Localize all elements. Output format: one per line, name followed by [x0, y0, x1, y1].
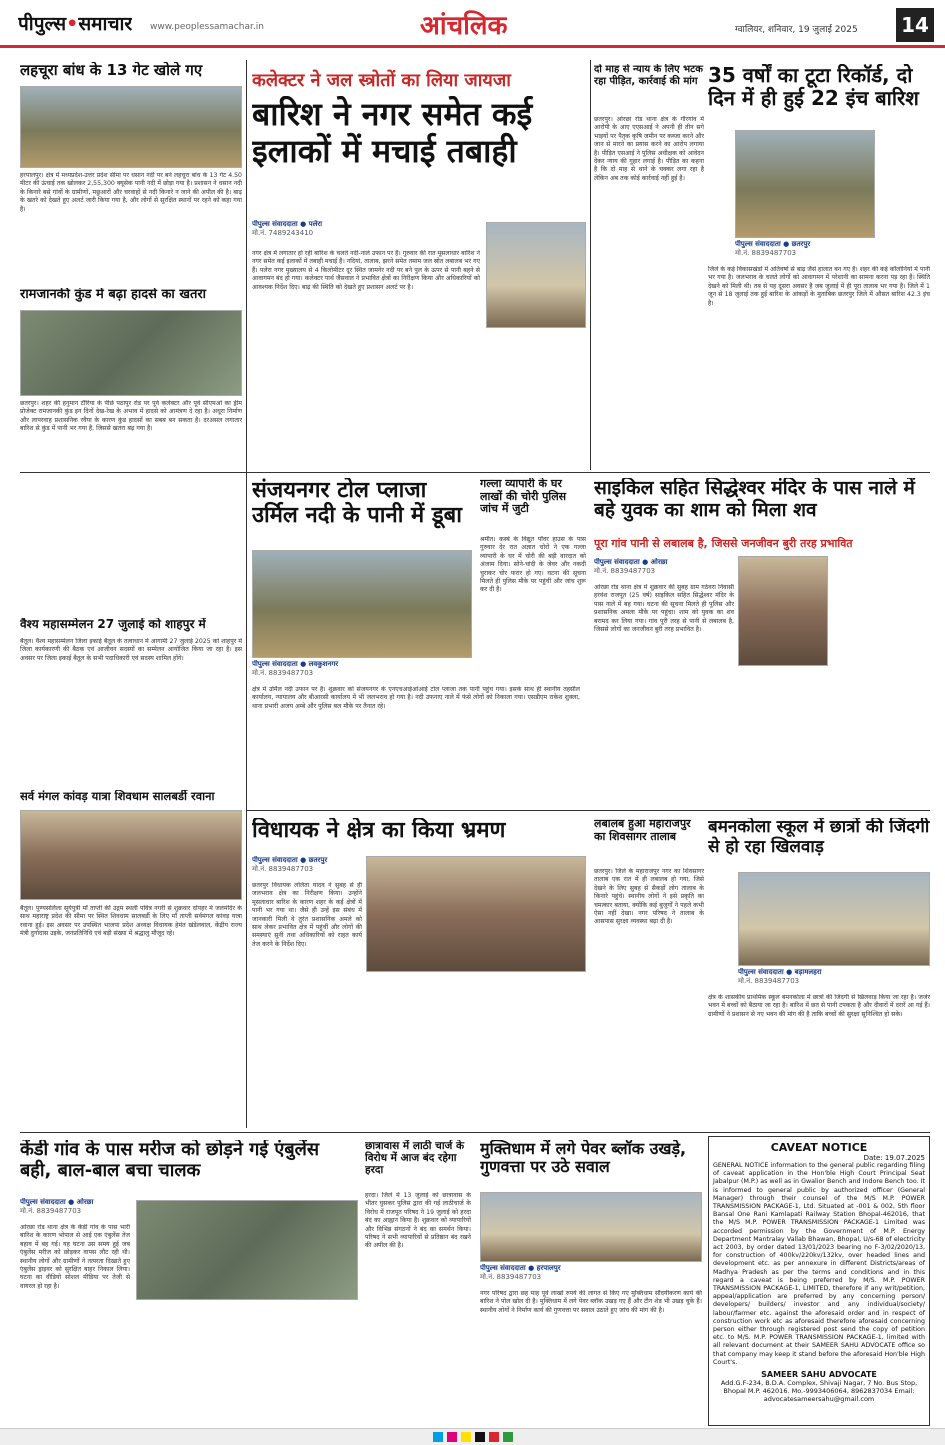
byline-vidhayak — [252, 856, 362, 878]
photo-lahchura-dam — [20, 86, 242, 168]
color-swatch — [433, 1432, 443, 1442]
photo-baarish-street — [486, 222, 586, 328]
byline-mobile: मो.नं. 8839487703 — [252, 669, 314, 677]
logo: पीपुल्स•समाचार — [18, 13, 133, 35]
byline-muktidham — [480, 1264, 620, 1286]
column-rule — [246, 60, 247, 1128]
body-chhatravas: हरदा। जिले में 13 जुलाई को छात्रावास के भीतर घुसकर पुलिस द्वारा की गई लाठीचार्ज के विरोध में राजपूत परिषद ने 19 जुलाई को हरदा बंद का आह्वान किया है। शुक्रवार को व्यापारियों और विभिन्न संगठनों ने बंद का समर्थन किया। परिषद ने सभी व्यापारियों से प्रतिष्ठान बंद रखने की अपील की है। — [365, 1192, 471, 1250]
photo-rikord-flood — [735, 130, 875, 238]
photo-kanwar-yatra — [20, 810, 242, 900]
caveat-notice — [708, 1136, 930, 1426]
byline-school — [738, 968, 930, 990]
body-ramjanki: छतरपुर। शहर की हनुमान टौरिया के पीछे पठापुर रोड पर पूर्व कलेक्टर और पूर्व सीएमओ का ड्रीम प्रोजेक्ट रामजानकी कुंड इन दिनों देख-रेख के अभाव में हादसे को आमंत्रण दे रहा है। अधूरा निर्माण और लापरवाह प्रशासनिक रवैया के कारण कुंड हादसों का सबब बन सकता है। दरअसल लगातार बारिश से कुंड में पानी भर गया है, जिससे खतरा बढ़ गया है। — [20, 400, 242, 433]
site-url: www.peoplessamachar.in — [150, 22, 264, 32]
body-vaishya: बैतूल। वैश्य महासम्मेलन जिला इकाई बैतूल के तत्वाधान में आगामी 27 जुलाई 2025 को शाहपुर में जिला कार्यकारणी की बैठक एवं आजीवन सदस्यों का सम्मेलन आयोजित किया जा रहा है। इस अवसर पर जिला इकाई बैतूल के सभी पदाधिकारी एवं सदस्य शामिल होंगे। — [20, 638, 242, 662]
notice-body: GENERAL NOTICE information to the general public regarding filing of caveat application in the Hon'ble High Court Principal Seat Jabalpur (M.P.) as well as in Gwalior Bench and Indore Bench too. It is informed to general public by authorized officer (General Manager) through their counsel of the M/S M.P. POWER TRANSMISSION PACKAGE-1, Ltd. Situated at -001 & 002, 5th floor Bansal One Rani Kamlapati Railway Station Bhopal-462016, that the M/S M.P. POWER TRANSMISSION PACKAGE-1 Limited was accorded permission by the Government of M.P. Energy Department Mantralay Vallab Bhawan, Bhopal, U/s-68 of electricity act 2003, by order dated 13/01/2023 bearing no F-3/02/2020/13, for construction of 400kv/220kv/132kv, over headed lines and development etc. as per annexure in different Districts/areas of Madhya Pradesh as per the terms and conditions and in this regard a caveat is being preferred by M/S. M.P. POWER TRANSMISSION PACKAGE-1, LIMITED, therefore if any writ/petition, appeal/application are preferred by any concerning person/ developers/ builders/ investor and any individual/society/ labour/farmer etc. against the aforesaid order and in respect of construction work etc as aforesaid therefore aforesaid concerning person either through registered post send the copy of petition etc. to M/S. M.P. POWER TRANSMISSION PACKAGE-1, limited with all relevant document at their SAMEER SAHU ADVOCATE office so that company may keep it stand before the aforesaid Hon'ble High Court's. — [713, 1162, 925, 1366]
headline-maang: दो माह से न्याय के लिए भटक रहा पीड़ित, कार्रवाई की मांग — [594, 64, 703, 87]
notice-signature: SAMEER SAHU ADVOCATE — [761, 1370, 877, 1380]
logo-right: समाचार — [78, 13, 133, 35]
byline-mobile: मो.नं. 8839487703 — [735, 249, 797, 257]
body-school: क्षेत्र के शासकीय प्राथमिक स्कूल बमनकोला में छात्रों की जिंदगी से खिलवाड़ किया जा रहा है। जर्जर भवन में बच्चों को बैठाया जा रहा है। बारिश में छत से पानी टपकता है और दीवारों में दरारें आ गई हैं। ग्रामीणों ने प्रशासन से नए भवन की मांग की है ताकि बच्चों की सुरक्षा सुनिश्चित हो सके। — [708, 994, 930, 1018]
color-swatch — [503, 1432, 513, 1442]
headline-lahchura: लहचूरा बांध के 13 गेट खोले गए — [20, 62, 203, 79]
body-maang: छतरपुर। ओरछा रोड थाना क्षेत्र के गौरगांव में आरोपी के आए एएसआई ने अपनी ही तीन सगे भाइयों पर पैतृक कृषि जमीन पर कब्जा करने और जान से मारने का प्रयास करने का आरोप लगाया है। पीड़ित एसआई ने पुलिस अधीक्षक को आवेदन देकर न्याय की गुहार लगाई है। पीड़ित का कहना है कि दो माह से थाने के चक्कर लगा रहा है लेकिन अब तक कोई कार्रवाई नहीं हुई है। — [594, 116, 704, 182]
body-kanwar: बैतूल। पुण्यसलिला सूर्यपुत्री माँ ताप्ती की उद्गम स्थली पवित्र नगरी से शुक्रवार दोपहर में जलमंदिर के साथ महाराष्ट्र प्रदेश की सीमा पर स्थित शिवधाम सालबर्डी के लिए माँ ताप्ती सर्वमंगल कांवड़ यात्रा रवाना हुई। इस अवसर पर उपस्थित भाजपा प्रदेश अध्यक्ष विधायक हेमंत खंडेलवाल, केंद्रीय राज्य मंत्री दुर्गादास उइके, जनप्रतिनिधि एवं बड़ी संख्या में श्रद्धालु मौजूद रहे। — [20, 905, 242, 938]
color-swatch — [489, 1432, 499, 1442]
headline-baarish: बारिश ने नगर समेत कई इलाकों में मचाई तबाही — [252, 96, 533, 170]
byline-cycle — [594, 558, 734, 580]
byline-name: पीपुल्स संवाददाता ● छतरपुर — [252, 856, 328, 864]
headline-vidhayak: विधायक ने क्षेत्र का किया भ्रमण — [252, 818, 506, 843]
color-swatch — [447, 1432, 457, 1442]
photo-ambulance-flood — [136, 1200, 358, 1300]
headline-ramjanki: रामजानकी कुंड में बढ़ा हादसे का खतरा — [20, 288, 207, 302]
row-rule — [246, 810, 930, 811]
byline-rikord — [735, 240, 875, 262]
byline-name: पीपुल्स संवाददाता ● छतरपुर — [735, 240, 811, 248]
byline-mobile: मो.नं. 7489243410 — [252, 229, 314, 237]
byline-name: पीपुल्स संवाददाता ● ओरछा — [20, 1198, 94, 1206]
headline-kanwar: सर्व मंगल कांवड़ यात्रा शिवधाम सालबर्डी रवाना — [20, 790, 215, 803]
headline-vaishya: वैश्य महासम्मेलन 27 जुलाई को शाहपुर में — [20, 618, 206, 631]
byline-name: पीपुल्स संवाददाता ● लवकुशनगर — [252, 660, 339, 668]
print-registration-footer — [0, 1428, 945, 1445]
photo-muktidham — [480, 1192, 702, 1262]
headline-muktidham: मुक्तिधाम में लगे पेवर ब्लॉक उखड़े, गुणवत्ता पर उठे सवाल — [480, 1140, 687, 1177]
photo-ramjanki-kund — [20, 310, 242, 396]
row-rule — [20, 472, 930, 473]
byline-mobile: मो.नं. 8839487703 — [20, 1207, 82, 1215]
photo-vidhayak-visit — [366, 856, 586, 972]
headline-cycle: साइकिल सहित सिद्धेश्वर मंदिर के पास नाले में बहे युवक का शाम को मिला शव — [594, 478, 915, 521]
headline-school: बमनकोला स्कूल में छात्रों की जिंदगी से हो रहा खिलवाड़ — [708, 818, 930, 857]
section-title: आंचलिक — [420, 11, 508, 41]
headline-chhatravas: छात्रावास में लाठी चार्ज के विरोध में आज बंद रहेगा हरदा — [365, 1140, 465, 1177]
headline-talab: लबालब हुआ महाराजपुर का शिवसागर तालाब — [594, 818, 691, 843]
notice-date: Date: 19.07.2025 — [863, 1154, 925, 1162]
notice-address: Add.G.F-234, B.D.A. Complex, Shivaji Nagar, 7 No. Bus Stop, Bhopal M.P. 462016. Mo.-9993406064, 8962837034 Email: advocatesameersahu@gmail.com — [720, 1379, 918, 1404]
body-ambulance: ओरछा रोड थाना क्षेत्र के केंडी गांव के पास भारी बारिश के कारण भोपाल से आई एक एंबुलेंस तेज बहाव में बह गई। यह घटना उस समय हुई जब एंबुलेंस मरीज को छोड़कर वापस लौट रही थी। स्थानीय लोगों और ग्रामीणों ने तत्परता दिखाते हुए एंबुलेंस ड्राइवर को सुरक्षित बाहर निकाल लिया। घटना का वीडियो सोशल मीडिया पर तेजी से वायरल हो रहा है। — [20, 1224, 130, 1290]
color-swatch — [461, 1432, 471, 1442]
dateline: ग्वालियर, शनिवार, 19 जुलाई 2025 — [735, 25, 858, 35]
column-rule — [590, 60, 591, 470]
masthead — [0, 0, 945, 48]
byline-mobile: मो.नं. 8839487703 — [480, 1273, 542, 1281]
byline-name: पीपुल्स संवाददाता ● हरपालपुर — [480, 1264, 561, 1272]
headline-sanjay: संजयनगर टोल प्लाजा उर्मिल नदी के पानी में डूबा — [252, 478, 462, 529]
byline-name: पीपुल्स संवाददाता ● पलेरा — [252, 220, 323, 228]
byline-baarish — [252, 220, 372, 244]
page-number: 14 — [896, 8, 934, 42]
row-rule — [20, 1132, 930, 1133]
byline-name: पीपुल्स संवाददाता ● ओरछा — [594, 558, 668, 566]
notice-title: CAVEAT NOTICE — [770, 1141, 868, 1154]
headline-rikord: 35 वर्षों का टूटा रिकॉर्ड, दो दिन में ही हुई 22 इंच बारिश — [708, 64, 919, 110]
body-talab: छतरपुर। जिले के महाराजपुर नगर का शिवसागर तालाब एक रात में ही लबालब हो गया, जिसे देखने के लिए सुबह से सैकड़ों लोग तालाब के किनारे पहुंचे। स्थानीय लोगों ने इसे प्रकृति का चमत्कार बताया, क्योंकि कई बुजुर्गों ने पहले कभी ऐसा नहीं देखा। नगर परिषद ने तालाब के आसपास सुरक्षा व्यवस्था बढ़ा दी है। — [594, 868, 704, 926]
body-baarish: नगर क्षेत्र में लगातार हो रही बारिश के चलते नदी-नाले उफान पर हैं। गुरुवार की रात मूसलाधार बारिश ने नगर समेत कई इलाकों में तबाही मचाई है। नदियां, तालाब, झरने समेत तमाम जल स्रोत लबालब भर गए हैं। पलेरा नगर मुख्यालय से 4 किलोमीटर दूर स्थित जामनेर नदी पर बने पुल के ऊपर से पानी बहने से आवागमन बंद हो गया। कलेक्टर पार्थ जैसवाल ने प्रभावित क्षेत्रों का निरीक्षण किया और अधिकारियों को आवश्यक निर्देश दिए। बाढ़ की स्थिति को देखते हुए प्रशासन अलर्ट पर है। — [252, 250, 480, 291]
byline-ambulance — [20, 1198, 130, 1220]
kicker-baarish: कलेक्टर ने जल स्त्रोतों का लिया जायजा — [252, 70, 511, 91]
headline-galla: गल्ला व्यापारी के घर लाखों की चोरी पुलिस जांच में जुटी — [480, 478, 567, 516]
logo-left: पीपुल्स — [18, 13, 67, 35]
headline-ambulance: केंडी गांव के पास मरीज को छोड़ने गई एंबुलेंस बही, बाल-बाल बचा चालक — [20, 1140, 320, 1181]
body-sanjay: क्षेत्र में उर्मिल नदी उफान पर है। शुक्रवार को संजयनगर के एनएचआईओआई टोल प्लाजा तक पानी पहुंच गया। इसके साथ ही स्थानीय तहसील कार्यालय, न्यायालय और बीआरसी कार्यालय में भी जलभराव हो गया है। नदी उफनाए नाले में फंसे लोगों को निकाला गया। एसडीएम राकेश शुक्ला, थाना प्रभारी अजय अम्बे और पुलिस बल मौके पर तैनात रहे। — [252, 686, 580, 710]
body-lahchura: हरपालपुर। क्षेत्र में मध्यप्रदेश-उत्तर प्रदेश सीमा पर धसान नदी पर बने लहचूरा बांध के 13 गेट 4.50 मीटर की ऊंचाई तक खोलकर 2,55,300 क्यूसेक पानी नदी में छोड़ा गया है। प्रशासन ने धसान नदी के किनारे बसे गांवों के ग्रामीणों, मछुआरों और चरवाहों से नदी किनारे न जाने की अपील की है। बाढ़ के खतरे को देखते हुए अलर्ट जारी किया गया है, और लोगों से सुरक्षित स्थानों पर रहने को कहा गया है। — [20, 172, 242, 213]
body-rikord: जिले के कई विकासखंडों में अतिवर्षा से बाढ़ जैसे हालात बन गए हैं। शहर की कई कॉलोनियों में पानी भर गया है। जलभराव के चलते लोगों को आवागमन में परेशानी का सामना करना पड़ रहा है। स्थिति देखने को मिली थी। तब से यह दूसरा अवसर है जब जुलाई में ही पूरा तालाब भर गया है। जिले में 1 जून से 18 जुलाई तक हुई बारिश के आंकड़ों के मुताबिक छतरपुर जिले में औसत बारिश 42.3 इंच है। — [708, 266, 930, 307]
body-vidhayak: छतरपुर विधायक ललिता यादव ने सुबह से ही जलभराव क्षेत्र का निरीक्षण किया। उन्होंने मूसलाधार बारिश के कारण शहर के कई क्षेत्रों में पानी भर गया था। जैसे ही उन्हें इस संबंध में जानकारी मिली वे तुरंत प्रशासनिक अमले को साथ लेकर प्रभावित क्षेत्र में पहुंचीं और लोगों की समस्याएं सुनीं तथा अधिकारियों को राहत कार्य तेज करने के निर्देश दिए। — [252, 882, 362, 948]
byline-mobile: मो.नं. 8839487703 — [252, 865, 314, 873]
byline-name: पीपुल्स संवाददाता ● बड़ामलहरा — [738, 968, 822, 976]
kicker-cycle: पूरा गांव पानी से लबालब है, जिससे जनजीवन बुरी तरह प्रभावित — [594, 537, 853, 550]
photo-sanjay-tollplaza — [252, 550, 472, 658]
body-galla: श्रमीत। कस्बे के विद्युत पॉवर हाउस के पास गुरुवार देर रात अज्ञात चोरों ने एक गल्ला व्यापारी के घर में चोरी की बड़ी वारदात को अंजाम दिया। सोने-चांदी के जेवर और नकदी चुराकर चोर फरार हो गए। घटना की सूचना मिलते ही पुलिस मौके पर पहुंची और जांच शुरू कर दी है। — [480, 536, 586, 594]
photo-school-building — [738, 872, 930, 966]
body-cycle: ओरछा रोड थाना क्षेत्र में शुक्रवार की सुबह ग्राम गठेवरा निवासी हरवंश राजपूत (25 वर्ष) साइकिल सहित सिद्धेश्वर मंदिर के पास नाले में बह गया। घटना की सूचना मिलते ही पुलिस और प्रशासनिक अमला मौके पर पहुंचा। शाम को युवक का शव बरामद कर लिया गया। गांव पूरी तरह से पानी से लबालब है, जिससे लोगों का जनजीवन बुरी तरह प्रभावित है। — [594, 584, 734, 634]
byline-mobile: मो.नं. 8839487703 — [738, 977, 800, 985]
byline-sanjay — [252, 660, 472, 682]
body-muktidham: नगर परिषद द्वारा छह माह पूर्व लाखों रुपये की लागत से किए गए मुक्तिधाम सौंदर्यीकरण कार्य की बारिश ने पोल खोल दी है। मुक्तिधाम में लगे पेवर ब्लॉक उखड़ गए हैं और टीन शेड भी उखड़ चुके हैं। स्थानीय लोगों ने निर्माण कार्य की गुणवत्ता पर सवाल उठाते हुए जांच की मांग की है। — [480, 1290, 702, 1314]
byline-mobile: मो.नं. 8839487703 — [594, 567, 656, 575]
color-swatch — [475, 1432, 485, 1442]
photo-cycle-victim — [738, 556, 828, 666]
